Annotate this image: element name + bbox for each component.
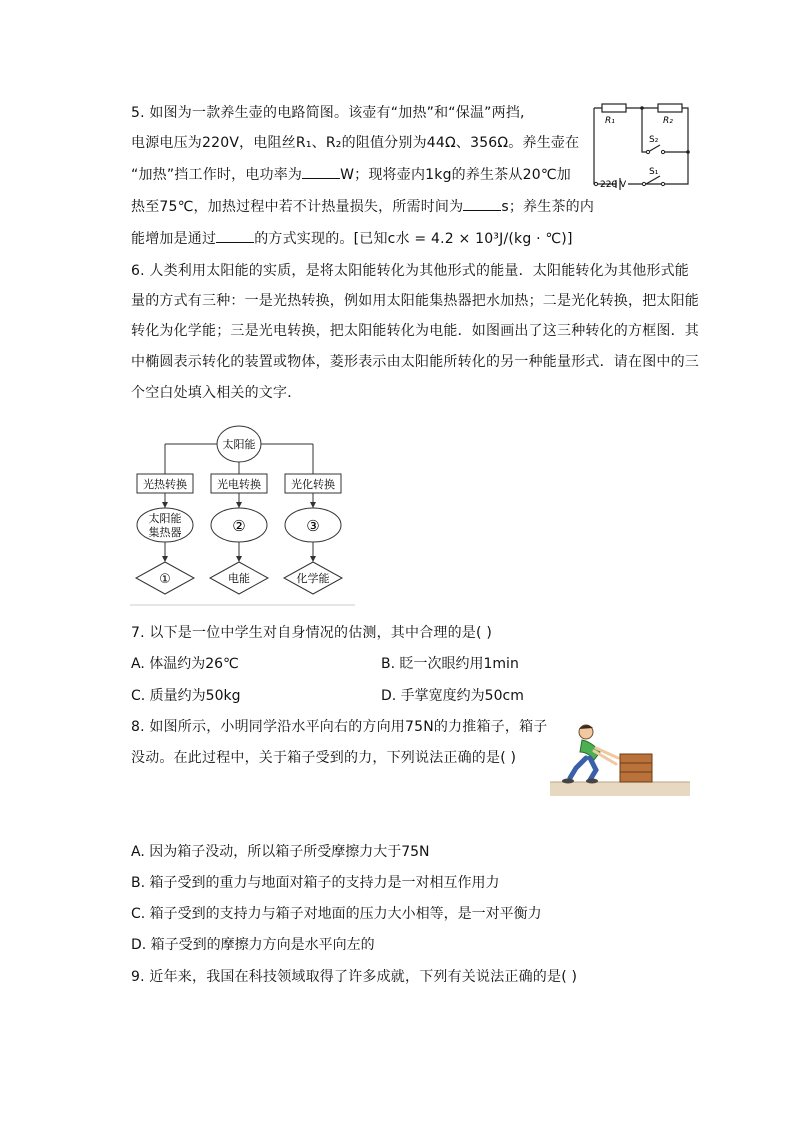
q8-line-1: 8. 如图所示，小明同学沿水平向右的方向用75N的力推箱子，箱子 xyxy=(131,719,548,735)
q8-option-c[interactable]: C. 箱子受到的支持力与箱子对地面的压力大小相等，是一对平衡力 xyxy=(131,906,542,922)
diagram-ellipse-1-line-2: 集热器 xyxy=(148,526,182,539)
q5-line-3-a: “加热”挡工作时，电功率为 xyxy=(131,167,303,183)
q5-line-4-b: s；养生茶的内 xyxy=(501,199,595,215)
boy-pushing-box-illustration xyxy=(550,720,690,796)
solar-energy-diagram xyxy=(130,422,360,607)
q5-line-1: 5. 如图为一款养生壶的电路简图。该壶有“加热”和“保温”两挡, xyxy=(131,105,525,121)
q5-line-2: 电源电压为220V，电阻丝R₁、R₂的阻值分别为44Ω、356Ω。养生壶在 xyxy=(131,135,580,151)
q5-line-5-a: 能增加是通过 xyxy=(131,231,217,247)
diagram-ellipse-2: ② xyxy=(232,517,246,535)
diagram-ellipse-3: ③ xyxy=(306,517,320,535)
diagram-box-photoelectric: 光电转换 xyxy=(217,478,261,491)
circuit-label-s2: S₂ xyxy=(649,135,659,145)
q6-line-4: 中椭圆表示转化的装置或物体，菱形表示由太阳能所转化的另一种能量形式．请在图中的三 xyxy=(131,354,699,370)
diagram-diamond-3: 化学能 xyxy=(296,572,330,585)
q7-option-c[interactable]: C. 质量约为50kg xyxy=(131,688,241,704)
q8-line-2: 没动。在此过程中，关于箱子受到的力，下列说法正确的是( ) xyxy=(131,750,517,766)
q5-line-3 xyxy=(131,164,571,185)
diagram-diamond-1: ① xyxy=(159,572,171,587)
q6-line-5: 个空白处填入相关的文字． xyxy=(131,385,302,401)
diagram-box-photothermal: 光热转换 xyxy=(143,478,187,491)
answer-blank-1[interactable] xyxy=(302,164,340,179)
q6-line-2: 量的方式有三种：一是光热转换，例如用太阳能集热器把水加热；二是光化转换，把太阳能 xyxy=(131,293,699,309)
q5-line-3-b: W；现将壶内1kg的养生茶从20℃加 xyxy=(340,167,571,183)
q8-option-b[interactable]: B. 箱子受到的重力与地面对箱子的支持力是一对相互作用力 xyxy=(131,875,500,891)
q6-line-1: 6. 人类利用太阳能的实质，是将太阳能转化为其他形式的能量．太阳能转化为其他形式能 xyxy=(131,263,690,279)
answer-blank-2[interactable] xyxy=(463,196,501,211)
q7-option-a[interactable]: A. 体温约为26℃ xyxy=(131,656,239,672)
circuit-label-source: 220 V xyxy=(600,180,627,190)
q8-option-a[interactable]: A. 因为箱子没动，所以箱子所受摩擦力大于75N xyxy=(131,844,430,860)
q6-line-3: 转化为化学能；三是光电转换，把太阳能转化为电能．如图画出了这三种转化的方框图．其 xyxy=(131,323,699,339)
circuit-label-r2: R₂ xyxy=(663,116,673,126)
circuit-label-s1: S₁ xyxy=(649,167,659,177)
diagram-root-label: 太阳能 xyxy=(222,438,256,451)
answer-blank-3[interactable] xyxy=(216,228,254,243)
diagram-box-photochemical: 光化转换 xyxy=(291,478,335,491)
diagram-ellipse-1-line-1: 太阳能 xyxy=(148,512,182,525)
circuit-label-r1: R₁ xyxy=(605,116,615,126)
diagram-diamond-2: 电能 xyxy=(228,572,250,585)
q5-line-4-a: 热至75℃，加热过程中若不计热量损失，所需时间为 xyxy=(131,199,464,215)
q7-stem: 7. 以下是一位中学生对自身情况的估测，其中合理的是( ) xyxy=(131,625,492,641)
q5-line-5-b: 的方式实现的。[已知c水 = 4.2 × 10³J/(kg · ℃)] xyxy=(254,231,573,247)
q8-option-d[interactable]: D. 箱子受到的摩擦力方向是水平向左的 xyxy=(131,937,375,953)
q7-option-b[interactable]: B. 眨一次眼约用1min xyxy=(381,656,519,672)
q9-stem: 9. 近年来，我国在科技领域取得了许多成就，下列有关说法正确的是( ) xyxy=(131,969,578,985)
q5-line-5 xyxy=(131,228,573,249)
q5-line-4 xyxy=(131,196,594,217)
q7-option-d[interactable]: D. 手掌宽度约为50cm xyxy=(381,688,524,704)
circuit-diagram xyxy=(586,98,696,194)
